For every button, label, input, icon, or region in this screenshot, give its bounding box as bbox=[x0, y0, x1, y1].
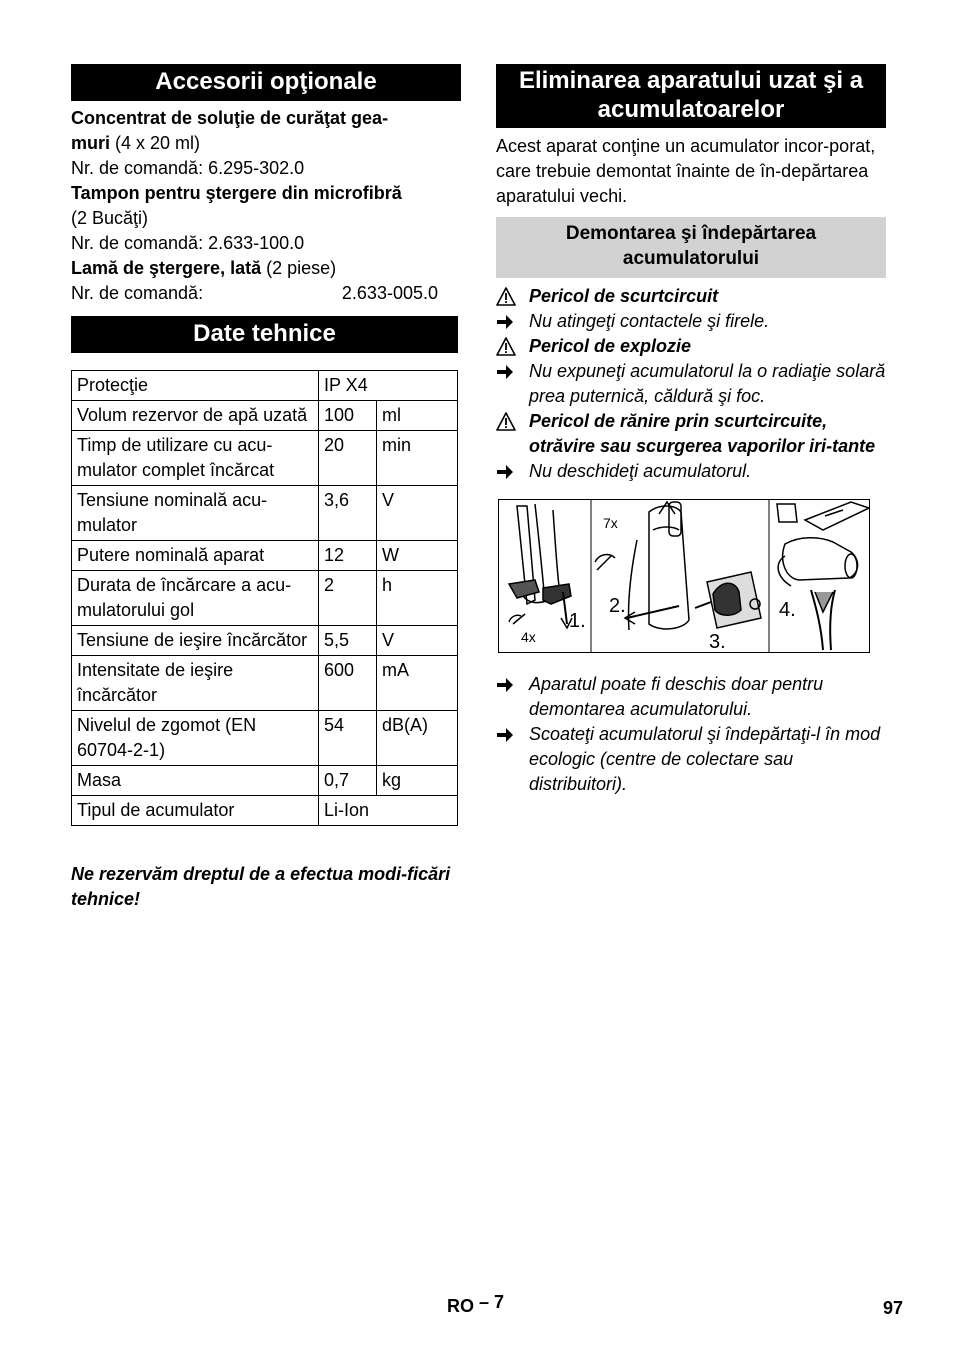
warning-item bbox=[496, 409, 886, 459]
tech-label: Masa bbox=[72, 766, 319, 796]
tech-label: Protecţie bbox=[72, 371, 319, 401]
arrow-right-icon bbox=[496, 459, 520, 484]
tech-label: Timp de utilizare cu acu-mulator complet încărcat bbox=[72, 431, 319, 486]
disposal-intro: Acest aparat conţine un acumulator incor-porat, care trebuie demontat înainte de în-depărtarea aparatului vechi. bbox=[496, 136, 876, 206]
tech-unit: ml bbox=[377, 401, 458, 431]
arrow-right-icon bbox=[496, 722, 520, 747]
instruction-item bbox=[496, 309, 886, 334]
after-steps bbox=[496, 672, 886, 797]
instruction-item bbox=[496, 359, 886, 409]
safety-steps bbox=[496, 284, 886, 484]
arrow-right-icon bbox=[496, 309, 520, 334]
item-text: Pericol de explozie bbox=[529, 336, 692, 356]
item-text: Pericol de rănire prin scurtcircuite, otrăvire sau scurgerea vaporilor iri-tante bbox=[529, 411, 876, 456]
instruction-item bbox=[496, 672, 886, 722]
step-1-label: 1. bbox=[569, 610, 586, 632]
tech-table-row bbox=[72, 571, 458, 626]
tech-unit: h bbox=[377, 571, 458, 626]
page-number: 97 bbox=[883, 1298, 904, 1318]
tech-value: 5,5 bbox=[319, 626, 377, 656]
item-text: Nu atingeţi contactele şi firele. bbox=[529, 311, 770, 331]
disposal-heading: Eliminarea aparatului uzat şi a acumulatoarelor bbox=[496, 64, 886, 128]
tech-label: Durata de încărcare a acu-mulatorului gol bbox=[72, 571, 319, 626]
screw-icon bbox=[509, 614, 525, 624]
tech-table bbox=[71, 370, 458, 826]
accessory-item: Lamă de ştergere, lată (2 piese) Nr. de comandă: 2.633-005.0 bbox=[71, 256, 461, 306]
tech-value: 600 bbox=[319, 656, 377, 711]
tech-table-row bbox=[72, 711, 458, 766]
tech-table-row bbox=[72, 401, 458, 431]
tech-value: 100 bbox=[319, 401, 377, 431]
tech-value: 2 bbox=[319, 571, 377, 626]
arrow-right-icon bbox=[496, 359, 520, 384]
item-text: Nu deschideţi acumulatorul. bbox=[529, 461, 752, 481]
tech-value: 20 bbox=[319, 431, 377, 486]
warning-triangle-icon bbox=[496, 334, 520, 359]
device-opened-drawing bbox=[625, 502, 761, 630]
warning-item bbox=[496, 334, 886, 359]
tech-label: Tipul de acumulator bbox=[72, 796, 319, 826]
warning-triangle-icon bbox=[496, 284, 520, 309]
step-3-label: 3. bbox=[709, 631, 726, 652]
warning-item bbox=[496, 284, 886, 309]
tech-value: IP X4 bbox=[319, 371, 458, 401]
tech-table-row bbox=[72, 431, 458, 486]
step-2-label: 2. bbox=[609, 595, 626, 617]
tech-unit: mA bbox=[377, 656, 458, 711]
item-text: Nu expuneţi acumulatorul la o radiaţie solară prea puternică, căldură şi foc. bbox=[529, 361, 886, 406]
screw-icon bbox=[595, 555, 615, 570]
tech-unit: kg bbox=[377, 766, 458, 796]
tech-unit: min bbox=[377, 431, 458, 486]
battery-removal-illustration bbox=[499, 500, 869, 652]
accessories-list bbox=[71, 106, 461, 306]
battery-removal-heading: Demontarea şi îndepărtarea acumulatorului bbox=[496, 217, 886, 278]
tech-table-row bbox=[72, 371, 458, 401]
right-column bbox=[496, 64, 886, 797]
tech-note: Ne rezervăm dreptul de a efectua modi-ficări tehnice! bbox=[71, 864, 451, 909]
screw-count-top: 7x bbox=[603, 515, 618, 531]
item-text: Scoateţi acumulatorul şi îndepărtaţi-l în mod ecologic (centre de colectare sau distribuitori). bbox=[529, 724, 881, 794]
tech-value: 12 bbox=[319, 541, 377, 571]
step-4-label: 4. bbox=[779, 599, 796, 621]
instruction-item bbox=[496, 459, 886, 484]
tech-table-row bbox=[72, 626, 458, 656]
accessory-item: Tampon pentru ştergere din microfibră (2 Bucăţi) Nr. de comandă: 2.633-100.0 bbox=[71, 183, 402, 253]
item-text: Pericol de scurtcircuit bbox=[529, 286, 719, 306]
tech-label: Intensitate de ieşire încărcător bbox=[72, 656, 319, 711]
battery-cut-drawing bbox=[777, 502, 869, 650]
tech-value: 3,6 bbox=[319, 486, 377, 541]
tech-label: Volum rezervor de apă uzată bbox=[72, 401, 319, 431]
tech-table-row bbox=[72, 656, 458, 711]
order-row: Nr. de comandă: 2.633-005.0 bbox=[71, 283, 438, 303]
item-text: Aparatul poate fi deschis doar pentru demontarea acumulatorului. bbox=[529, 674, 824, 719]
device-bottom-drawing bbox=[509, 504, 572, 628]
tech-unit: W bbox=[377, 541, 458, 571]
tech-unit: dB(A) bbox=[377, 711, 458, 766]
tech-unit: V bbox=[377, 486, 458, 541]
tech-table-row bbox=[72, 796, 458, 826]
tech-label: Tensiune nominală acu-mulator bbox=[72, 486, 319, 541]
accessories-heading: Accesorii opţionale bbox=[71, 64, 461, 101]
tech-table-row bbox=[72, 541, 458, 571]
arrow-right-icon bbox=[496, 672, 520, 697]
tech-table-row bbox=[72, 766, 458, 796]
tech-heading: Date tehnice bbox=[71, 316, 458, 353]
tech-label: Nivelul de zgomot (EN 60704-2-1) bbox=[72, 711, 319, 766]
tech-value: Li-Ion bbox=[319, 796, 458, 826]
tech-value: 0,7 bbox=[319, 766, 377, 796]
warning-triangle-icon bbox=[496, 409, 520, 434]
screw-count-bottom: 4x bbox=[521, 629, 536, 645]
battery-removal-figure bbox=[498, 499, 870, 653]
instruction-item bbox=[496, 722, 886, 797]
tech-value: 54 bbox=[319, 711, 377, 766]
tech-label: Putere nominală aparat bbox=[72, 541, 319, 571]
left-column bbox=[71, 64, 461, 912]
tech-unit: V bbox=[377, 626, 458, 656]
tech-table-row bbox=[72, 486, 458, 541]
accessory-item: Concentrat de soluţie de curăţat gea- muri (4 x 20 ml) Nr. de comandă: 6.295-302.0 bbox=[71, 108, 389, 178]
tech-label: Tensiune de ieşire încărcător bbox=[72, 626, 319, 656]
page-footer-section: RO – 7 bbox=[447, 1292, 505, 1316]
